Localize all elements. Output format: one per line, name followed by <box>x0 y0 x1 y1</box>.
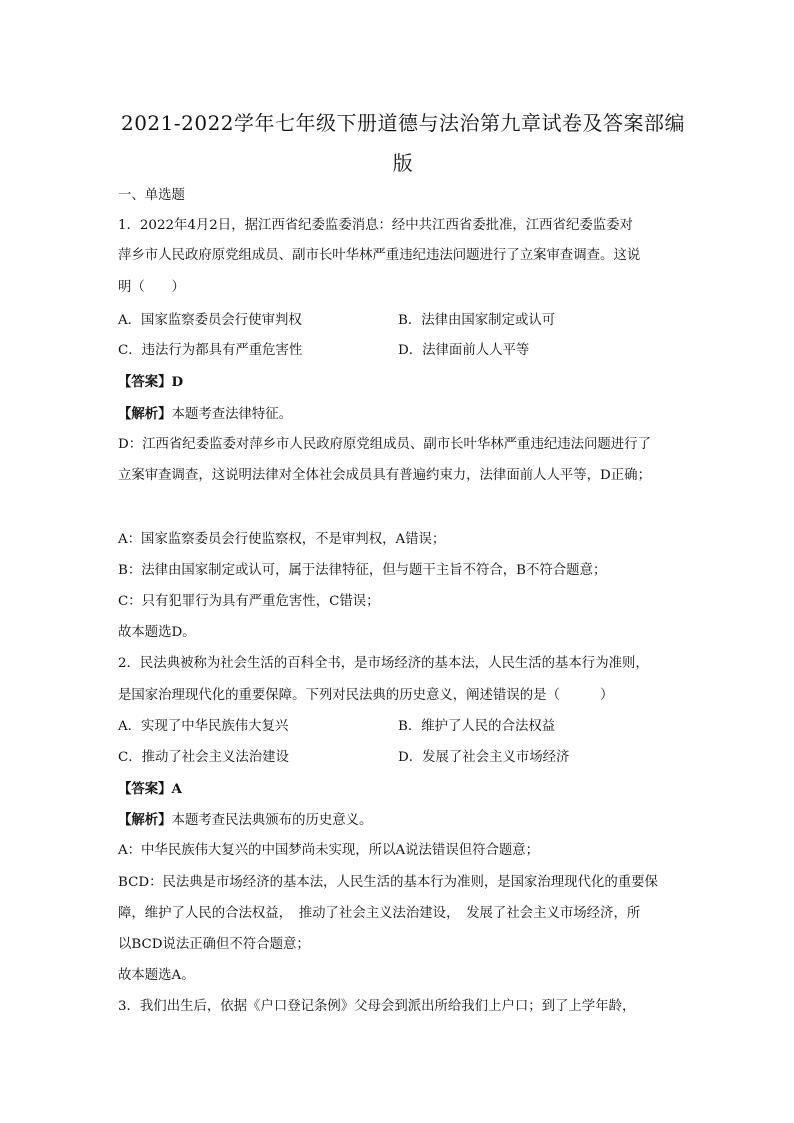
q2-stem-line-1: 2．民法典被称为社会生活的百科全书，是市场经济的基本法，人民生活的基本行为准则， <box>118 656 649 671</box>
q2-stem-line-2: 是国家治理现代化的重要保障。下列对民法典的历史意义，阐述错误的是（ ） <box>118 688 614 703</box>
q2-analysis-line-4: 以BCD说法正确但不符合题意； <box>118 937 310 952</box>
q2-analysis-line-5: 故本题选A。 <box>118 968 195 983</box>
q1-option-b: B．法律由国家制定或认可 <box>398 313 556 328</box>
q2-option-d: D．发展了社会主义市场经济 <box>398 750 570 765</box>
q1-analysis-intro: 本题考查法律特征。 <box>171 407 293 422</box>
q2-option-c: C．推动了社会主义法治建设 <box>118 750 289 765</box>
q2-analysis-line-1: A：中华民族伟大复兴的中国梦尚未实现，所以A说法错误但符合题意； <box>118 843 540 858</box>
q1-option-a: A．国家监察委员会行使审判权 <box>118 313 302 328</box>
q1-analysis-line-4: B：法律由国家制定或认可，属于法律特征，但与题干主旨不符合，B不符合题意； <box>118 563 607 578</box>
q1-option-c: C．违法行为都具有严重危害性 <box>118 343 303 358</box>
document-title: 2021-2022学年七年级下册道德与法治第九章试卷及答案部编版 <box>120 111 686 175</box>
q1-stem-line-2: 萍乡市人民政府原党组成员、副市长叶华林严重违纪违法问题进行了立案审查调查。这说 <box>118 248 641 263</box>
q2-analysis-line-2: BCD：民法典是市场经济的基本法，人民生活的基本行为准则，是国家治理现代化的重要保 <box>118 875 658 890</box>
q1-answer: 【答案】D <box>118 374 184 390</box>
q1-analysis-line-3: A：国家监察委员会行使监察权，不是审判权，A错误； <box>118 532 446 547</box>
q1-analysis-line-1: D：江西省纪委监委对萍乡市人民政府原党组成员、副市长叶华林严重违纪违法问题进行了 <box>118 437 651 452</box>
q1-option-d: D．法律面前人人平等 <box>398 343 530 358</box>
q1-analysis-label: 【解析】 <box>118 406 172 422</box>
q1-analysis-line-2: 立案审查调查，这说明法律对全体社会成员具有普遍约束力，法律面前人人平等，D正确； <box>118 468 651 483</box>
q2-answer: 【答案】A <box>118 781 182 797</box>
q2-analysis-line-3: 障，维护了人民的合法权益， 推动了社会主义法治建设， 发展了社会主义市场经济，所 <box>118 906 641 921</box>
q3-stem-line-1: 3．我们出生后，依据《户口登记条例》父母会到派出所给我们上户口；到了上学年龄， <box>118 999 636 1014</box>
q2-option-a: A．实现了中华民族伟大复兴 <box>118 719 289 734</box>
q1-analysis-line-6: 故本题选D。 <box>118 625 196 640</box>
q1-stem-line-3: 明（ ） <box>118 280 185 295</box>
q1-stem-line-1: 1．2022年4月2日，据江西省纪委监委消息：经中共江西省委批准，江西省纪委监委对 <box>118 218 633 233</box>
q2-option-b: B．维护了人民的合法权益 <box>398 719 556 734</box>
q2-analysis-intro: 本题考查民法典颁布的历史意义。 <box>171 813 373 828</box>
section-heading: 一、单选题 <box>118 188 185 203</box>
q1-analysis-heading <box>118 404 684 425</box>
q2-analysis-heading <box>118 810 684 831</box>
q1-analysis-line-5: C：只有犯罪行为具有严重危害性，C错误； <box>118 594 380 609</box>
q2-analysis-label: 【解析】 <box>118 812 172 828</box>
